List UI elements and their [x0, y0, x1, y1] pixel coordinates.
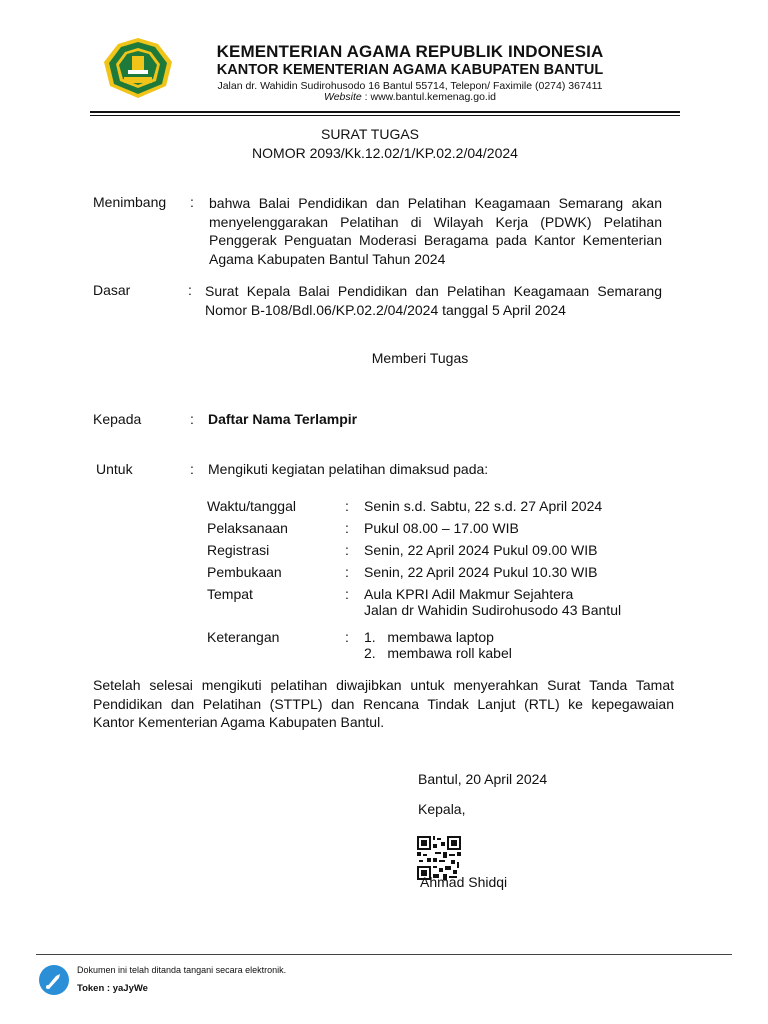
signature-place-date: Bantul, 20 April 2024	[418, 771, 548, 787]
untuk-label: Untuk	[96, 461, 133, 477]
document-title: SURAT TUGAS	[320, 126, 420, 142]
dasar-colon: :	[188, 282, 192, 298]
header-rule-thick	[90, 111, 680, 113]
kepada-label: Kepada	[93, 411, 142, 427]
footer-token: Token : yaJyWe	[77, 983, 148, 994]
menimbang-line-4: Agama Kabupaten Bantul Tahun 2024	[209, 250, 446, 267]
dasar-line-2: Nomor B-108/Bdl.06/KP.02.2/04/2024 tanggal 5 April 2024	[205, 301, 566, 318]
detail-colon: :	[345, 542, 349, 558]
website-label: Website	[324, 91, 362, 103]
footer-note: Dokumen ini telah ditanda tangani secara elektronik.	[77, 965, 287, 975]
menimbang-text	[209, 194, 662, 268]
detail-label: Pembukaan	[207, 564, 282, 580]
closing-paragraph	[93, 676, 674, 732]
detail-value: Senin s.d. Sabtu, 22 s.d. 27 April 2024	[364, 498, 603, 514]
menimbang-line-2: menyelenggarakan Pelatihan di Wilayah Kerja (PDWK) Pelatihan	[209, 213, 662, 230]
untuk-value: Mengikuti kegiatan pelatihan dimaksud pada:	[208, 461, 489, 477]
kepada-colon: :	[190, 411, 194, 427]
keterangan-colon: :	[345, 629, 349, 645]
dasar-label: Dasar	[93, 282, 131, 298]
website-value: : www.bantul.kemenag.go.id	[361, 91, 496, 103]
detail-label: Tempat	[207, 586, 253, 602]
keterangan-label: Keterangan	[207, 629, 280, 645]
signature-name: Ahmad Shidqi	[420, 874, 508, 890]
closing-line-3: Kantor Kementerian Agama Kabupaten Bantul.	[93, 714, 385, 730]
kemenag-logo	[100, 36, 176, 100]
detail-label: Pelaksanaan	[207, 520, 288, 536]
menimbang-line-1: bahwa Balai Pendidikan dan Pelatihan Keagamaan Semarang akan	[209, 195, 662, 211]
menimbang-colon: :	[190, 194, 194, 210]
electronic-signature-icon	[38, 964, 70, 996]
ministry-name: KEMENTERIAN AGAMA REPUBLIK INDONESIA	[216, 42, 604, 61]
detail-value: Aula KPRI Adil Makmur Sejahtera	[364, 586, 574, 602]
untuk-colon: :	[190, 461, 194, 477]
office-website	[180, 91, 640, 103]
dasar-line-1: Surat Kepala Balai Pendidikan dan Pelatihan Keagamaan Semarang	[205, 283, 662, 299]
detail-value-line-2: Jalan dr Wahidin Sudirohusodo 43 Bantul	[364, 602, 622, 618]
detail-colon: :	[345, 498, 349, 514]
detail-value: Senin, 22 April 2024 Pukul 10.30 WIB	[364, 564, 598, 580]
office-address: Jalan dr. Wahidin Sudirohusodo 16 Bantul 55714, Telepon/ Faximile (0274) 367411	[217, 80, 603, 92]
menimbang-label: Menimbang	[93, 194, 167, 210]
signature-position: Kepala,	[418, 801, 466, 817]
footer-rule	[36, 954, 732, 955]
kepada-value: Daftar Nama Terlampir	[208, 411, 358, 427]
detail-label: Waktu/tanggal	[207, 498, 296, 514]
closing-line-1: Setelah selesai mengikuti pelatihan diwajibkan untuk menyerahkan Surat Tanda Tamat	[93, 677, 674, 693]
detail-colon: :	[345, 564, 349, 580]
closing-line-2: Pendidikan dan Pelatihan (STTPL) dan Rencana Tindak Lanjut (RTL) ke kepegawaian	[93, 695, 674, 712]
menimbang-line-3: Penggerak Penguatan Moderasi Beragama pada Kantor Kementerian	[209, 232, 662, 248]
detail-label: Registrasi	[207, 542, 270, 558]
document-number: NOMOR 2093/Kk.12.02/1/KP.02.2/04/2024	[252, 145, 518, 161]
detail-value: Pukul 08.00 – 17.00 WIB	[364, 520, 519, 536]
detail-colon: :	[345, 520, 349, 536]
keterangan-item: 1. membawa laptop	[364, 629, 494, 645]
dasar-text	[205, 282, 662, 319]
keterangan-item: 2. membawa roll kabel	[364, 645, 512, 661]
memberi-tugas: Memberi Tugas	[371, 350, 469, 366]
detail-value: Senin, 22 April 2024 Pukul 09.00 WIB	[364, 542, 598, 558]
header-rule-thin	[90, 115, 680, 116]
office-name: KANTOR KEMENTERIAN AGAMA KABUPATEN BANTUL	[216, 62, 604, 78]
detail-colon: :	[345, 586, 349, 602]
